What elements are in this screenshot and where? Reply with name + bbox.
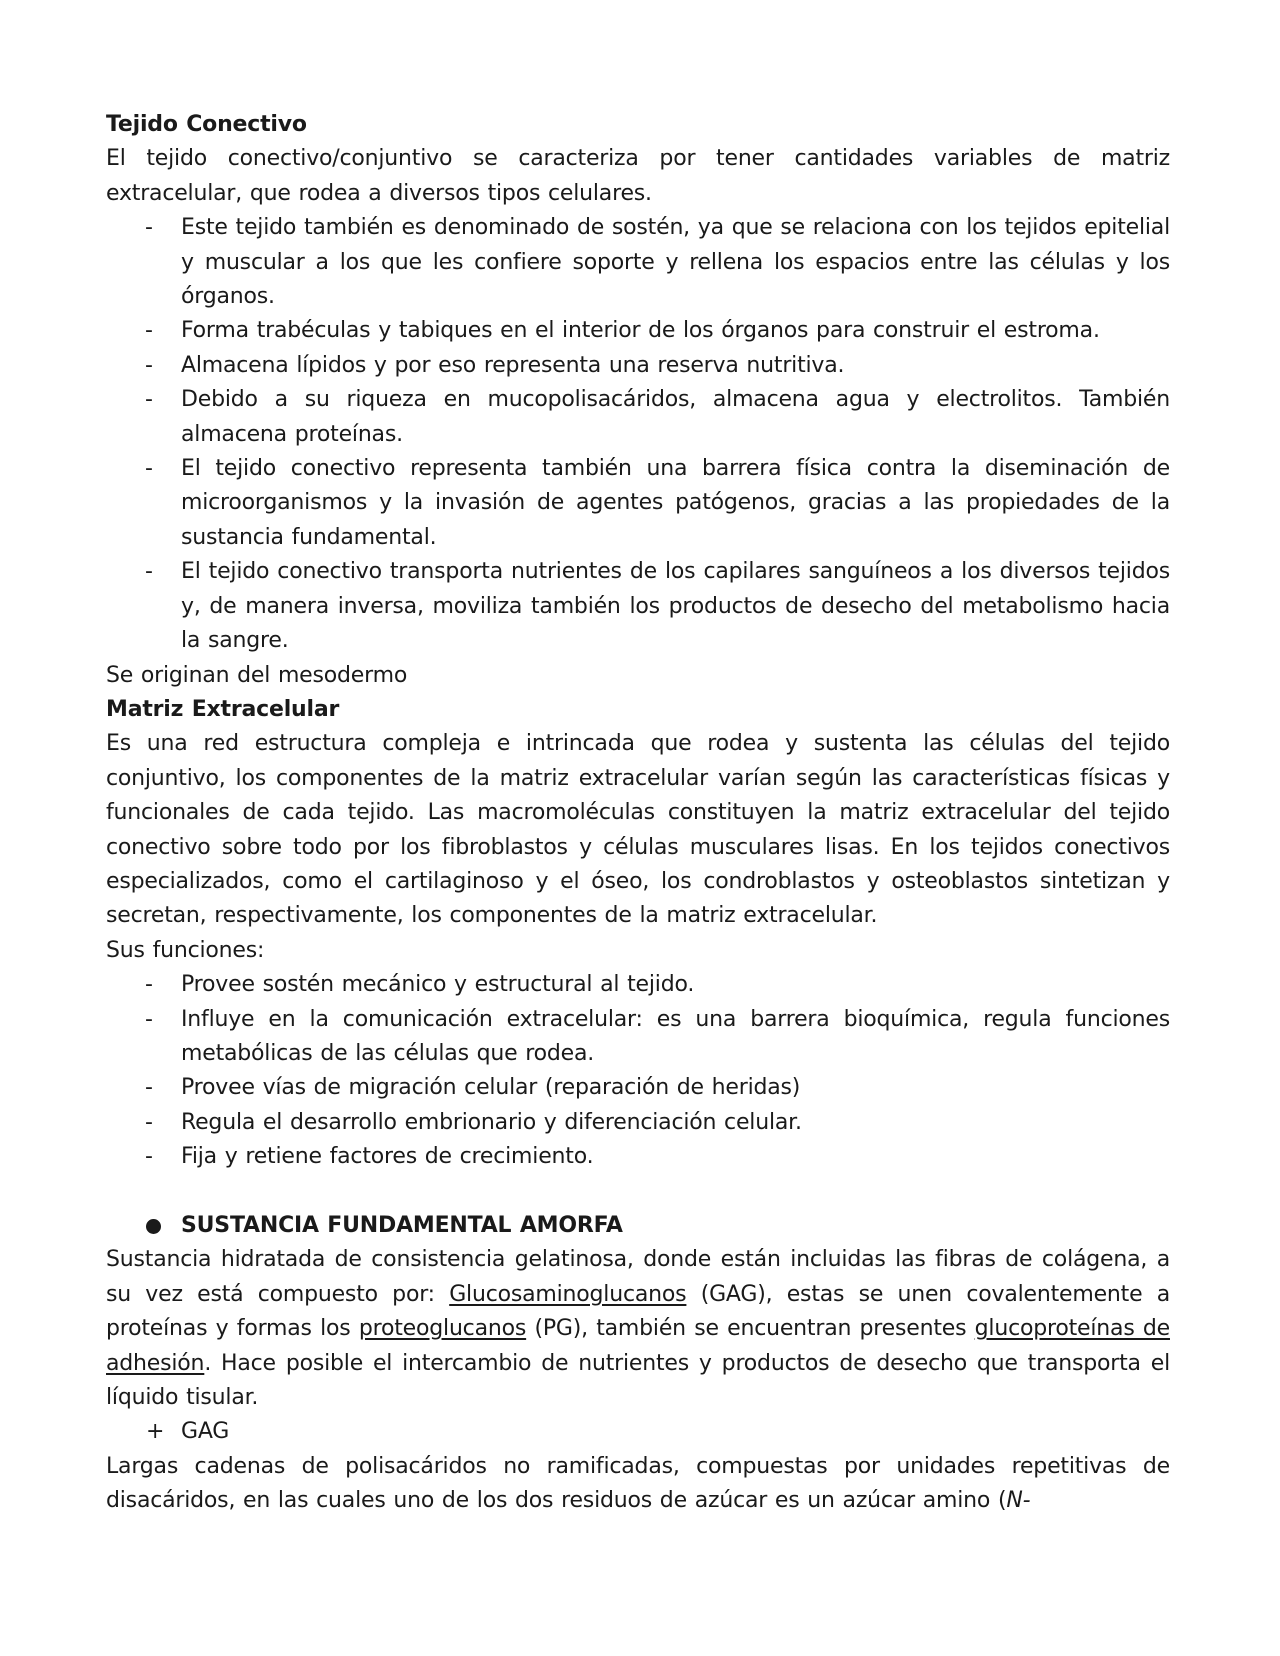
list-item: - Forma trabéculas y tabiques en el interior de los órganos para construir el estroma. — [181, 314, 1170, 348]
intro-paragraph: El tejido conectivo/conjuntivo se caracteriza por tener cantidades variables de matriz extracelular, que rodea a diversos tipos celulares. — [106, 146, 1170, 206]
plus-bullet-icon: + — [146, 1419, 165, 1445]
underlined-term: glucoproteínas de adhesión — [106, 1316, 1170, 1376]
gag-subheading — [106, 1415, 1170, 1449]
text-run: (PG), también se encuentran presentes — [526, 1316, 975, 1342]
section-heading-text: SUSTANCIA FUNDAMENTAL AMORFA — [181, 1212, 623, 1238]
section-heading-matriz-extracelular: Matriz Extracelular — [106, 696, 340, 722]
list-item: - Provee vías de migración celular (reparación de heridas) — [181, 1071, 1170, 1105]
gag-paragraph — [106, 1450, 1170, 1519]
list-item: - Regula el desarrollo embrionario y diferenciación celular. — [181, 1106, 1170, 1140]
text-run: Largas cadenas de polisacáridos no ramificadas, compuestas por unidades repetitivas de disacáridos, en las cuales uno de los dos residuos de azúcar es un azúcar amino ( — [106, 1453, 1170, 1514]
section-heading-tejido-conectivo: Tejido Conectivo — [106, 112, 307, 137]
document-page — [106, 108, 1170, 1519]
list-item: - El tejido conectivo transporta nutrientes de los capilares sanguíneos a los diversos tejidos y, de manera inversa, moviliza también los productos de desecho del metabolismo hacia la sangre. — [181, 555, 1170, 658]
text-run: . Hace posible el intercambio de nutrientes y productos de desecho que transporta el líquido tisular. — [106, 1350, 1170, 1411]
list-item: - Influye en la comunicación extracelular: es una barrera bioquímica, regula funciones metabólicas de las células que rodea. — [181, 1003, 1170, 1072]
list-item: - Fija y retiene factores de crecimiento. — [181, 1140, 1170, 1174]
blank-line — [106, 1175, 1170, 1209]
bullet-dot-icon — [146, 1219, 161, 1234]
italic-term: N- — [1006, 1488, 1031, 1514]
section-heading-sustancia-fundamental — [106, 1209, 1170, 1243]
list-item: - Almacena lípidos y por eso representa una reserva nutritiva. — [181, 349, 1170, 383]
gag-label: GAG — [181, 1419, 230, 1445]
characteristics-list — [106, 211, 1170, 658]
text-run: Sustancia hidratada de consistencia gelatinosa, donde están incluidas las fibras de colágena, a su vez está compuesto por: — [106, 1247, 1170, 1307]
origin-line: Se originan del mesodermo — [106, 662, 408, 688]
list-item: - Provee sostén mecánico y estructural al tejido. — [181, 968, 1170, 1002]
sustancia-paragraph — [106, 1243, 1170, 1415]
list-item: - Debido a su riqueza en mucopolisacáridos, almacena agua y electrolitos. También almacena proteínas. — [181, 383, 1170, 452]
matrix-paragraph: Es una red estructura compleja e intrincada que rodea y sustenta las células del tejido conjuntivo, los componentes de la matriz extracelular varían según las características físicas y funcionales de cada tejido. Las macromoléculas constituyen la matriz extracelular del tejido conectivo sobre todo por los fibroblastos y células musculares lisas. En los tejidos conectivos especializados, como el cartilaginoso y el óseo, los condroblastos y osteoblastos sintetizan y secretan, respectivamente, los componentes de la matriz extracelular. — [106, 731, 1170, 929]
functions-label: Sus funciones: — [106, 937, 265, 963]
underlined-term: Glucosaminoglucanos — [449, 1281, 687, 1307]
list-item: - El tejido conectivo representa también una barrera física contra la diseminación de microorganismos y la invasión de agentes patógenos, gracias a las propiedades de la sustancia fundamental. — [181, 452, 1170, 555]
underlined-term: proteoglucanos — [358, 1316, 527, 1342]
list-item: - Este tejido también es denominado de sostén, ya que se relaciona con los tejidos epitelial y muscular a los que les confiere soporte y rellena los espacios entre las células y los órganos. — [181, 211, 1170, 314]
functions-list — [106, 968, 1170, 1174]
text-run: (GAG), estas se unen covalentemente a proteínas y formas los — [106, 1281, 1170, 1342]
